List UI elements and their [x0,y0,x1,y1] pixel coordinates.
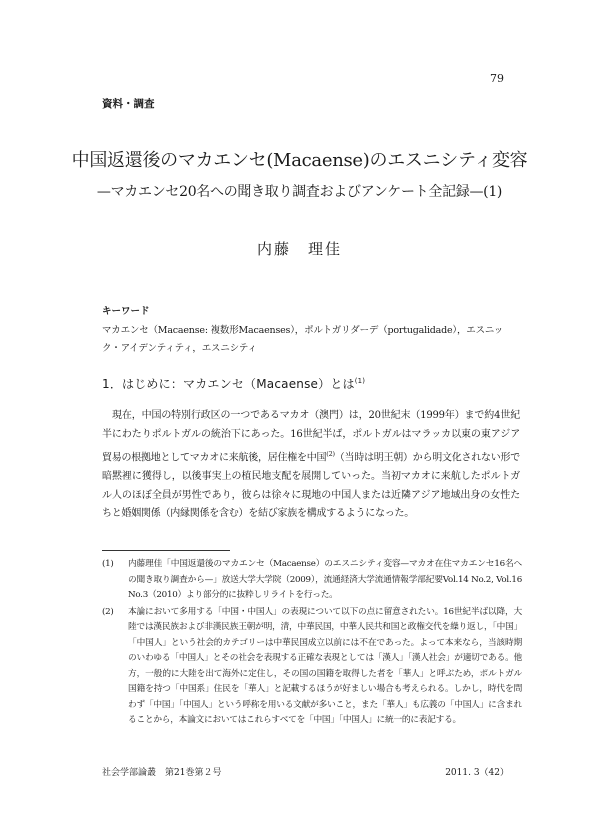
body-paragraph [102,407,520,524]
paragraph-text-part1: 現在，中国の特別行政区の一つであるマカオ（澳門）は，20世紀末（1999年）まで約4世紀半にわたりポルトガルの統治下にあった。16世紀半ば，ポルトガルはマラッカ以東の東アジア貿易の根拠地としてマカオに来航後，居住権を中国 [102,410,520,463]
footnote-text: 内藤理佳「中国返還後のマカエンセ（Macaense）のエスニシティ変容—マカオ在住マカエンセ16名への聞き取り調査から—」放送大学大学院（2009），流通経済大学流通情報学部紀要Vol.14 No.2, Vol.16 No.3（2010）より部分的に抜粋しリライトを行った。 [128,559,522,600]
paragraph-text-part2: （当時は明王朝）から明文化されない形で暗黙裡に獲得し，以後事実上の植民地支配を展開していった。当初マカオに来航したポルトガル人のほぼ全員が男性であり，彼らは徐々に現地の中国人または近隣アジア地域出身の女性たちと婚姻関係（内縁関係を含む）を結び家族を構成するようになった。 [102,451,521,520]
footnote-divider [102,550,230,551]
footnote-number: (1) [102,559,114,569]
journal-info: 社会学部論叢 第21巻第２号 [102,768,222,778]
section-label: 資料・調査 [102,98,155,110]
footnote-ref-2[interactable]: (2) [326,449,335,458]
page-number: 79 [490,72,504,85]
keywords-heading: キーワード [102,306,150,317]
article-title: 中国返還後のマカエンセ(Macaense)のエスニシティ変容 [71,150,528,171]
issue-date: 2011. 3（42） [445,768,509,778]
author-name: 内藤 理佳 [256,240,342,258]
section-heading-text: 1．はじめに：マカエンセ（Macaense）とは [102,377,355,391]
keywords-text: マカエンセ（Macaense: 複数形Macaenses），ポルトガリダーデ（portugalidade），エスニック・アイデンティティ，エスニシティ [102,325,504,354]
footnote-ref-1[interactable]: (1) [354,377,366,385]
footnote [102,557,522,604]
footnote [102,605,522,729]
footnotes [102,557,522,730]
footnote-text: 本論において多用する「中国・中国人」の表現について以下の点に留意されたい。16世紀半ば以降，大陸では漢民族および非漢民族王朝が明，清，中華民国，中華人民共和国と政権交代を繰り返し，「中国」「中国人」という社会的カテゴリーは中華民国成立以前には不在であった。よって本来なら，当該時期のいわゆる「中国人」とその社会を表現する正確な表現としては「漢人」「漢人社会」が適切である。他方，一般的に大陸を出て海外に定住し，その国の国籍を取得した者を「華人」と呼ぶため，ポルトガル国籍を持つ「中国系」住民を「華人」と記載するほうが好ましい場合も考えられる。しかし，時代を問わず「中国」「中国人」という呼称を用いる文献が多いこと，また「華人」も広義の「中国人」に含まれることから，本論文においてはこれらすべてを「中国」「中国人」に統一的に表記する。 [128,606,522,725]
article-subtitle: —マカエンセ20名への聞き取り調査およびアンケート全記録—(1) [96,184,503,200]
section-heading [102,375,365,392]
footnote-number: (2) [102,606,114,617]
